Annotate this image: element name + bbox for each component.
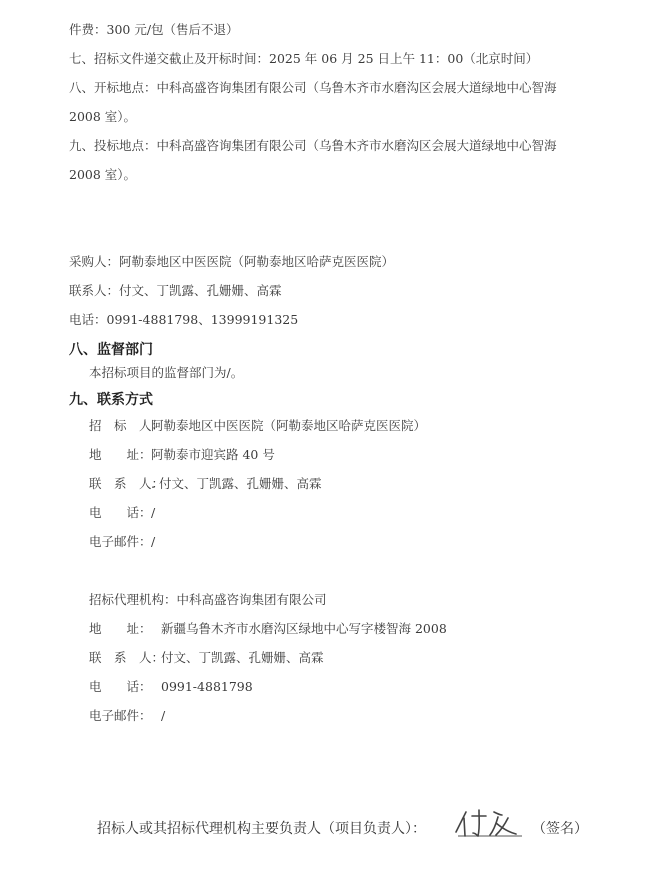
agency-email-value: / — [161, 708, 166, 723]
signature-note: （签名） — [532, 821, 588, 837]
agency-name-row — [89, 592, 327, 608]
agency-address-row — [89, 621, 447, 637]
agency-phone-value: 0991-4881798 — [161, 679, 253, 694]
agency-email-label: 电子邮件： — [89, 708, 152, 723]
deadline-line: 七、招标文件递交截止及开标时间：2025 年 06 月 25 日上午 11：00（北京时间） — [69, 51, 539, 66]
supervision-heading: 八、监督部门 — [69, 342, 153, 358]
signature-label: 招标人或其招标代理机构主要负责人（项目负责人）： — [97, 821, 426, 837]
tenderer-email-value: / — [151, 534, 156, 549]
agency-address-value: 新疆乌鲁木齐市水磨沟区绿地中心写字楼智海 2008 — [161, 621, 447, 636]
supervision-text: 本招标项目的监督部门为/。 — [89, 365, 244, 380]
tenderer-contact-value: . 付文、丁凯露、孔姗姗、高霖 — [151, 476, 322, 491]
agency-contact-value: 付文、丁凯露、孔姗姗、高霖 — [161, 650, 324, 665]
tenderer-phone-label: 电 话： — [89, 505, 152, 520]
agency-phone-label: 电 话： — [89, 679, 152, 694]
tenderer-contact-label: 联 系 人： — [89, 476, 165, 491]
agency-address-label: 地 址： — [89, 621, 152, 636]
tenderer-email-row — [89, 534, 155, 550]
tenderer-address-value: 阿勒泰市迎宾路 40 号 — [151, 447, 275, 462]
purchaser-line: 采购人：阿勒泰地区中医医院（阿勒泰地区哈萨克医医院） — [69, 254, 395, 269]
bid-place-line1: 九、投标地点：中科高盛咨询集团有限公司（乌鲁木齐市水磨沟区会展大道绿地中心智海 — [69, 138, 557, 153]
bid-place-line2: 2008 室）。 — [69, 167, 137, 182]
agency-contact-label: 联 系 人： — [89, 650, 165, 665]
opening-place-line1: 八、开标地点：中科高盛咨询集团有限公司（乌鲁木齐市水磨沟区会展大道绿地中心智海 — [69, 80, 557, 95]
tenderer-address-label: 地 址： — [89, 447, 152, 462]
tenderer-name-row — [89, 418, 426, 434]
agency-email-row — [89, 708, 165, 724]
opening-place-line2: 2008 室）。 — [69, 109, 137, 124]
tenderer-contact-row — [89, 476, 321, 492]
purchaser-contacts-line: 联系人：付文、丁凯露、孔姗姗、高霖 — [69, 283, 282, 298]
fee-line: 件费：300 元/包（售后不退） — [69, 22, 239, 37]
purchaser-phone-line: 电话：0991-4881798、13999191325 — [69, 312, 299, 327]
tenderer-name-value: 阿勒泰地区中医医院（阿勒泰地区哈萨克医医院） — [151, 418, 427, 433]
agency-phone-row — [89, 679, 253, 695]
contact-heading: 九、联系方式 — [69, 392, 153, 408]
agency-name-value: 中科高盛咨询集团有限公司 — [176, 592, 327, 607]
tenderer-phone-row — [89, 505, 155, 521]
tenderer-email-label: 电子邮件： — [89, 534, 152, 549]
agency-contact-row — [89, 650, 324, 666]
handwritten-signature — [452, 806, 528, 840]
agency-name-label: 招标代理机构： — [89, 592, 177, 607]
tenderer-phone-value: / — [151, 505, 156, 520]
tenderer-name-label: 招 标 人： — [89, 418, 165, 433]
tenderer-address-row — [89, 447, 275, 463]
